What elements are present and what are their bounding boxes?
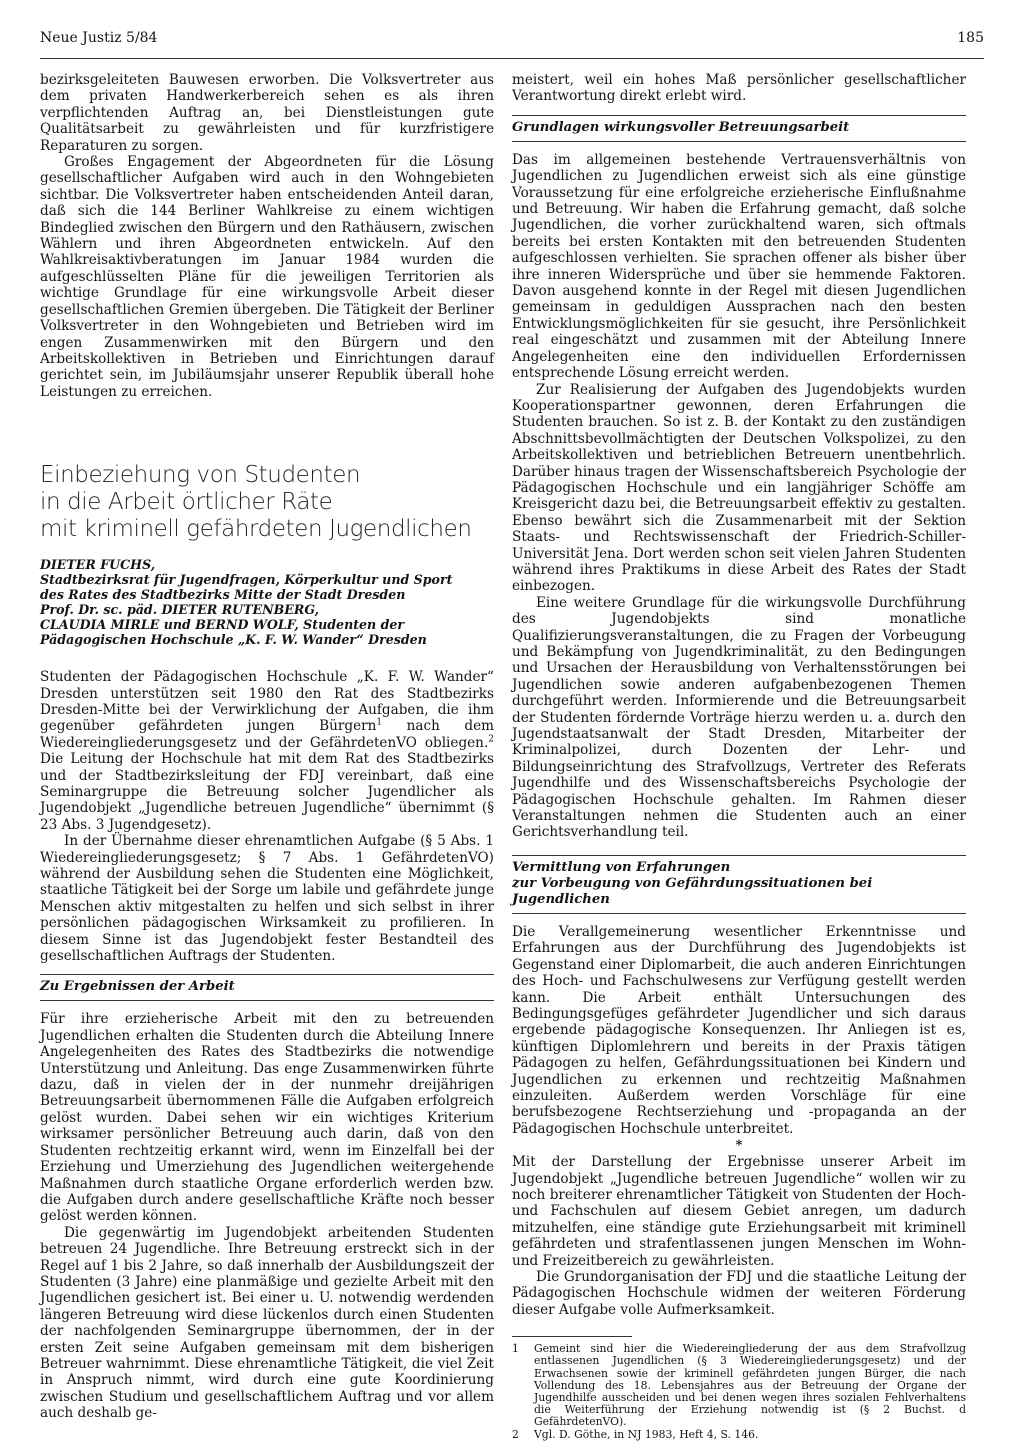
article-title-line: mit kriminell gefährdeten Jugendlichen — [40, 516, 472, 543]
body-paragraph: In der Übernahme dieser ehrenamtlichen Aufgabe (§ 5 Abs. 1 Wiedereingliederungsgesetz; § 7 Abs. 1 GefährdetenVO) während der Ausbildung sehen die Studenten eine Möglichkeit, staatliche Tätigkeit bei der Sorge um labile und gefährdete junge Menschen aktiv mitgestalten zu helfen und sich selbst in ihrer persönlichen pädagogischen Wirksamkeit zu profilieren. In diesem Sinne ist das Jugendobjekt fester Bestandteil des gesellschaftlichen Auftrags der Studenten. — [40, 833, 494, 965]
section-heading-line: Vermittlung von Erfahrungen — [512, 859, 731, 875]
journal-page — [40, 30, 984, 1441]
continued-paragraph: meistert, weil ein hohes Maß persönlicher gesellschaftlicher Verantwortung direkt erlebt wird. — [512, 72, 966, 105]
footnotes — [512, 1336, 966, 1441]
body-paragraph: Das im allgemeinen bestehende Vertrauensverhältnis von Jugendlichen zu Jugendlichen erweist sich als eine günstige Voraussetzung für eine erfolgreiche erzieherische Einflußnahme und Betreuung. Wir haben die Erfahrung gemacht, daß solche Jugendlichen, die vorher zurückhaltend waren, sich oftmals bereits bei ersten Kontakten mit den betreuenden Studenten aufgeschlossen verhielten. Sie sprachen offener als bisher über ihre inneren Widersprüche und über sie hemmende Faktoren. Davon ausgehend konnte in der Regel mit diesen Jugendlichen gemeinsam in geduldigen Aussprachen nach den besten Entwicklungsmöglichkeiten für sie gesucht, ihre Persönlichkeit real eingeschätzt und zusammen mit der Abteilung Innere Angelegenheiten eine den individuellen Erfordernissen entsprechende Lösung erreicht werden. — [512, 151, 966, 382]
footnote — [512, 1429, 966, 1441]
footnote-number: 1 — [512, 1342, 519, 1356]
footnote-ref[interactable]: 1 — [376, 717, 383, 728]
page-number: 185 — [957, 30, 984, 46]
body-paragraph: Die Grundorganisation der FDJ und die staatliche Leitung der Pädagogischen Hochschule widmen der weiteren Förderung dieser Aufgabe volle Aufmerksamkeit. — [512, 1269, 966, 1318]
right-column — [512, 72, 966, 1441]
author-line: DIETER FUCHS, — [40, 557, 156, 573]
author-line: des Rates des Stadtbezirks Mitte der Stadt Dresden — [40, 587, 406, 603]
running-head — [40, 30, 984, 59]
section-heading — [512, 855, 966, 914]
article-title — [40, 462, 494, 543]
footnote — [512, 1343, 966, 1428]
journal-issue: Neue Justiz 5/84 — [40, 30, 158, 46]
section-heading: Grundlagen wirkungsvoller Betreuungsarbeit — [512, 115, 966, 142]
section-divider-asterisk: * — [735, 1138, 743, 1154]
author-line: Stadtbezirksrat für Jugendfragen, Körperkultur und Sport — [40, 572, 453, 588]
author-line: CLAUDIA MIRLE und BERND WOLF, Studenten der — [40, 617, 405, 633]
footnote-ref[interactable]: 2 — [488, 734, 494, 745]
body-paragraph: Großes Engagement der Abgeordneten für die Lösung gesellschaftlicher Aufgaben wird auch in den Wohngebieten sichtbar. Die Volksvertreter haben entscheidenden Anteil daran, daß sich die 144 Berliner Wahlkreise zu einem wichtigen Bindeglied zwischen den Bürgern und den Rathäusern, zwischen Wählern und ihren Abgeordneten entwickeln. Auf den Wahlkreisaktivberatungen im Januar 1984 wurden die aufgeschlüsselten Pläne für die jeweiligen Territorien als wichtige Grundlage für eine wirkungsvolle Arbeit dieser gesellschaftlichen Gremien übergeben. Die Tätigkeit der Berliner Volksvertreter in den Wohngebieten und Betrieben wird im engen Zusammenwirken mit den Bürgern und den Arbeitskollektiven in Betrieben und Einrichtungen darauf gerichtet sein, im Jubiläumsjahr unserer Republik überall hohe Leistungen zu erreichen. — [40, 154, 494, 400]
body-paragraph: Für ihre erzieherische Arbeit mit den zu betreuenden Jugendlichen erhalten die Studenten durch die Abteilung Innere Angelegenheiten des Rates des Stadtbezirks die notwendige Unterstützung und Anleitung. Das enge Zusammenwirken führte dazu, daß in vielen der in der nunmehr dreijährigen Betreuungsarbeit übernommenen Fälle die Aufgaben erfolgreich gelöst wurden. Dabei sehen wir ein wichtiges Kriterium wirksamer persönlicher Betreuung auch darin, daß von den Studenten rechtzeitig erkannt wird, wenn im Einzelfall bei der Erziehung und Umerziehung des Jugendlichen weitergehende Maßnahmen durch staatliche Organe erforderlich werden bzw. die Aufgaben durch andere gesellschaftliche Kräfte noch besser gelöst werden können. — [40, 1011, 494, 1225]
footnote-text: Vgl. D. Göthe, in NJ 1983, Heft 4, S. 146. — [534, 1427, 759, 1441]
author-block — [40, 557, 494, 647]
author-line: Prof. Dr. sc. päd. DIETER RUTENBERG, — [40, 602, 320, 618]
footnote-number: 2 — [512, 1427, 519, 1441]
intro-paragraph: Studenten der Pädagogischen Hochschule „K. F. W. Wander“ Dresden unterstützen seit 1980 den Rat des Stadtbezirks Dresden-Mitte bei der Verwirklichung der Aufgaben, die ihm gegenüber gefährdeten jungen Bürgern$^1$ nach dem Wiedereingliederungsgesetz und der GefährdetenVO obliegen.$^2$ Die Leitung der Hochschule hat mit dem Rat des Stadtbezirks und der Stadtbezirksleitung der FDJ vereinbart, daß eine Seminargruppe die Betreuung solcher Jugendlicher als Jugendobjekt „Jugendliche betreuen Jugendliche“ übernimmt (§ 23 Abs. 3 Jugendgesetz). — [40, 669, 495, 833]
body-paragraph: Die Verallgemeinerung wesentlicher Erkenntnisse und Erfahrungen aus der Durchführung des Jugendobjekts ist Gegenstand einer Diplomarbeit, die auch anderen Einrichtungen des Hoch- und Fachschulwesens zur Verfügung gestellt werden kann. Die Arbeit enthält Untersuchungen des Bedingungsgefüges gefährdeter Jugendlicher und sich daraus ergebende pädagogische Konsequenzen. Ihr Anliegen ist es, künftigen Diplomlehrern und bereits in der Praxis tätigen Pädagogen zu helfen, Gefährdungssituationen bei Kindern und Jugendlichen zu erkennen und rechtzeitig Maßnahmen einzuleiten. Außerdem werden Vorschläge für eine berufsbezogene Rechtserziehung und -propaganda an der Pädagogischen Hochschule unterbreitet. — [512, 923, 966, 1137]
body-paragraph: Die gegenwärtig im Jugendobjekt arbeitenden Studenten betreuen 24 Jugendliche. Ihre Betreuung erstreckt sich in der Regel auf 1 bis 2 Jahre, so daß innerhalb der Ausbildungszeit der Studenten (3 Jahre) eine planmäßige und gezielte Arbeit mit den Jugendlichen gesichert ist. Bei einer u. U. notwendig werdenden längeren Betreuung wird diese lückenlos durch einen Studenten der nachfolgenden Seminargruppe übernommen, der in der ersten Zeit seine Aufgaben gemeinsam mit dem bisherigen Betreuer wahrnimmt. Diese ehrenamtliche Tätigkeit, die viel Zeit in Anspruch nimmt, wird durch eine gute Koordinierung zwischen Studium und gesellschaftlichem Auftrag und vor allem auch deshalb ge- — [40, 1224, 494, 1422]
article-title-line: in die Arbeit örtlicher Räte — [40, 489, 333, 516]
continued-paragraph: bezirksgeleiteten Bauwesen erworben. Die Volksvertreter aus dem privaten Handwerkerbereich sehen es als ihren verpflichtenden Auftrag an, bei Dienstleistungen gute Qualitätsarbeit zu gewährleisten und für kurzfristigere Reparaturen zu sorgen. — [40, 72, 494, 154]
author-line: Pädagogischen Hochschule „K. F. W. Wander“ Dresden — [40, 632, 427, 648]
body-paragraph: Eine weitere Grundlage für die wirkungsvolle Durchführung des Jugendobjekts sind monatliche Qualifizierungsveranstaltungen, die zu Fragen der Vorbeugung und Bekämpfung von Jugendkriminalität, zu den Bedingungen und Ursachen der Herausbildung von Verhaltensstörungen bei Jugendlichen sowie anderen aufgabenbezogenen Themen durchgeführt werden. Informierende und die Betreuungsarbeit der Studenten fördernde Vorträge hierzu werden u. a. durch den Jugendstaatsanwalt der Stadt Dresden, Mitarbeiter der Kriminalpolizei, durch Dozenten der Lehr- und Bildungseinrichtung des Strafvollzugs, Vertreter des Referats Jugendhilfe und des Wissenschaftsbereichs Psychologie der Pädagogischen Hochschule gehalten. Im Rahmen dieser Veranstaltungen nehmen die Studenten auch an einer Gerichtsverhandlung teil. — [512, 594, 966, 841]
footnote-rule — [512, 1336, 632, 1337]
body-paragraph: Zur Realisierung der Aufgaben des Jugendobjekts wurden Kooperationspartner gewonnen, deren Erfahrungen die Studenten brauchen. So ist z. B. der Kontakt zu den zuständigen Abschnittsbevollmächtigten der Deutschen Volkspolizei, zu den Arbeitskollektiven und betrieblichen Betreuern unentbehrlich. Darüber hinaus tragen der Wissenschaftsbereich Psychologie der Pädagogischen Hochschule und ein langjähriger Schöffe am Kreisgericht dazu bei, die Betreuungsarbeit effektiv zu gestalten. Ebenso bewährt sich die Zusammenarbeit mit der Sektion Staats- und Rechtswissenschaft der Friedrich-Schiller-Universität Jena. Dort werden schon seit vielen Jahren Studenten während ihres Praktikums in diese Arbeit des Rates der Stadt einbezogen. — [512, 381, 966, 595]
left-column — [40, 72, 494, 1422]
section-heading-line: zur Vorbeugung von Gefährdungssituationen bei Jugendlichen — [512, 875, 873, 907]
body-paragraph: Mit der Darstellung der Ergebnisse unserer Arbeit im Jugendobjekt „Jugendliche betreuen Jugendliche“ wollen wir zu noch breiterer ehrenamtlicher Tätigkeit von Studenten der Hoch- und Fachschulen auf diesem Gebiet anregen, um dadurch mitzuhelfen, eine ständige gute Erziehungsarbeit mit kriminell gefährdeten und strafentlassenen jungen Menschen im Wohn- und Freizeitbereich zu gewährleisten. — [512, 1154, 966, 1269]
footnote-text: Gemeint sind hier die Wiedereingliederung der aus dem Strafvollzug entlassenen Jugendlichen (§ 3 Wiedereingliederungsgesetz) und der Erwachsenen sowie der kriminell gefährdeten jungen Bürger, die nach Vollendung des 18. Lebensjahres aus der Betreuung der Organe der Jugendhilfe ausscheiden und bei denen wegen ihres sozialen Fehlverhaltens die Weiterführung der Erziehung notwendig ist (§ 2 Buchst. d GefährdetenVO). — [534, 1342, 966, 1429]
section-heading: Zu Ergebnissen der Arbeit — [40, 974, 494, 1001]
article-title-line: Einbeziehung von Studenten — [40, 462, 361, 489]
